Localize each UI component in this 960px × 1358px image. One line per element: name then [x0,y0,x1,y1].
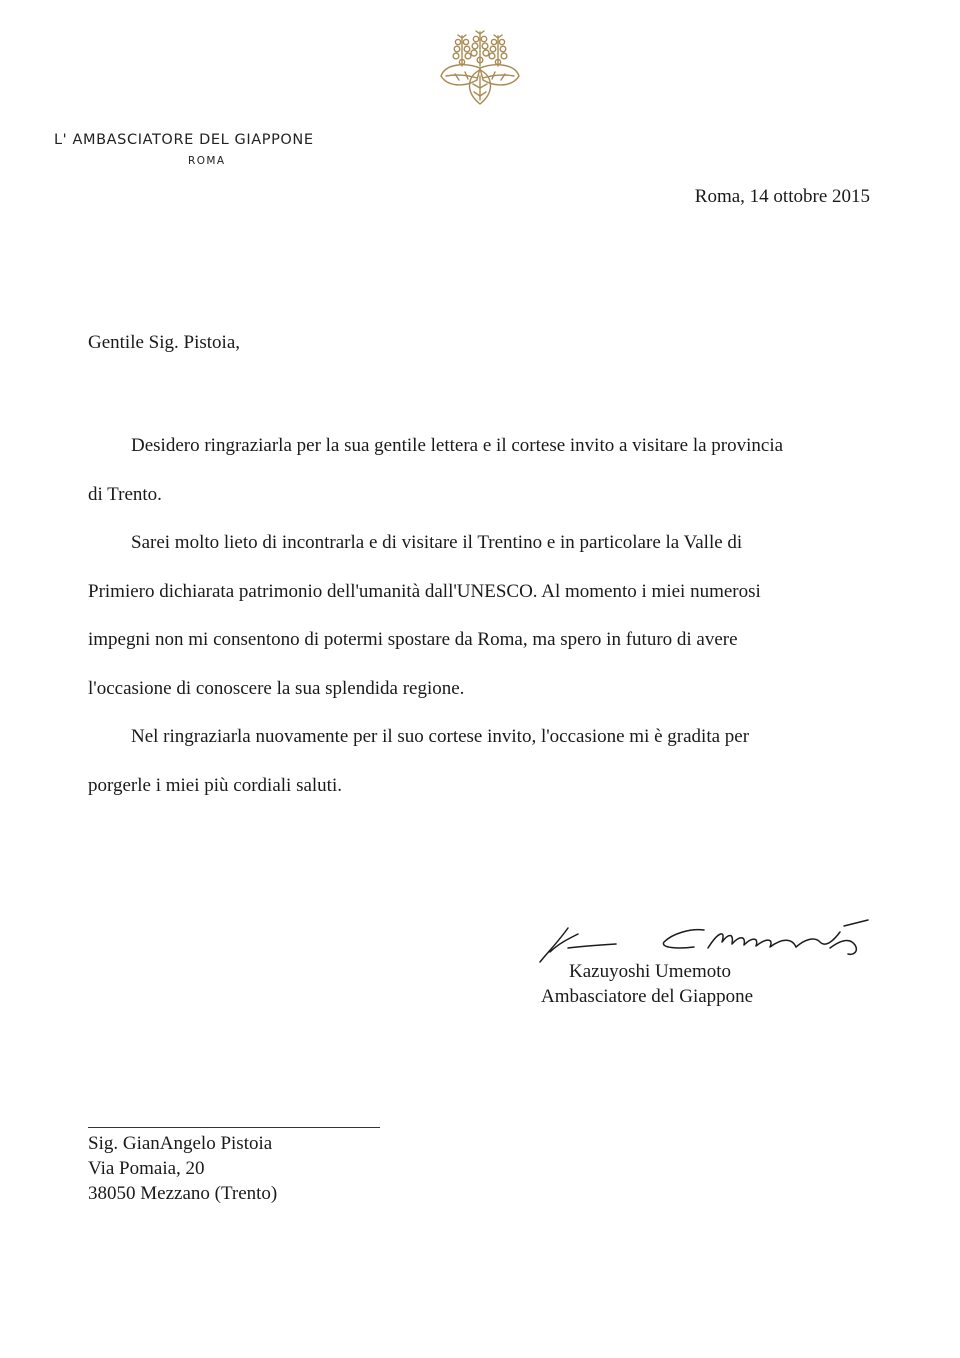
signer-title: Ambasciatore del Giappone [541,986,754,1007]
addressee-city: 38050 Mezzano (Trento) [88,1183,278,1204]
address-divider [88,1127,380,1128]
letterhead-title: L' AMBASCIATORE DEL GIAPPONE [54,132,314,148]
addressee-block [88,1131,277,1206]
salutation: Gentile Sig. Pistoia, [88,332,240,353]
body-paragraph: Nel ringraziarla nuovamente per il suo cortese invito, l'occasione mi è gradita per porgerle i miei più cordiali saluti. [88,726,750,796]
signer-name: Kazuyoshi Umemoto [569,961,732,982]
paulownia-crest-icon [437,30,523,106]
letterhead-city: ROMA [188,155,226,167]
addressee-street: Via Pomaia, 20 [88,1158,205,1179]
date-line: Roma, 14 ottobre 2015 [694,186,870,207]
body-paragraph: Sarei molto lieto di incontrarla e di visitare il Trentino e in particolare la Valle di Primiero dichiarata patrimonio dell'umanità dall'UNESCO. Al momento i miei numerosi impegni non mi consentono di potermi spostare da Roma, ma spero in futuro di avere l'occasione di conoscere la sua splendida regione. [88,532,761,699]
body-paragraph: Desidero ringraziarla per la sua gentile lettera e il cortese invito a visitare la provincia di Trento. [88,435,784,505]
addressee-name: Sig. GianAngelo Pistoia [88,1133,273,1154]
letter-body [88,422,870,810]
